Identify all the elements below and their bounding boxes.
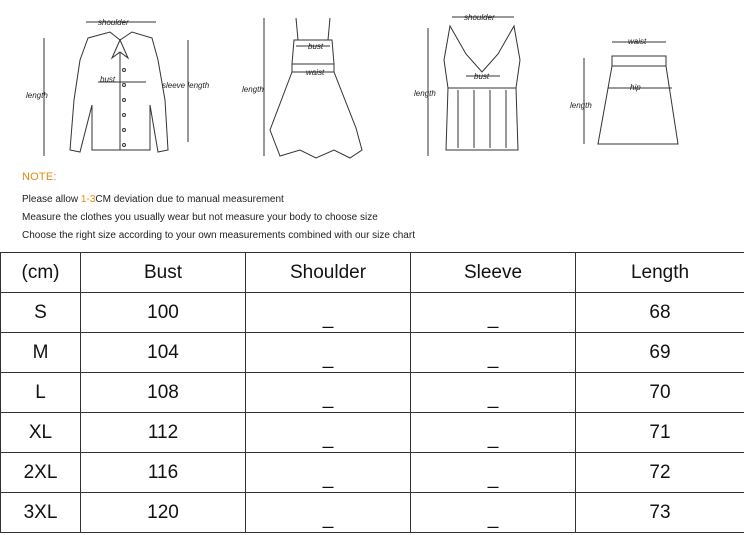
shoulder-value: _ bbox=[322, 507, 334, 529]
sleeve-value: _ bbox=[487, 507, 499, 529]
bust-cell: 108 bbox=[81, 373, 246, 413]
header-unit: (cm) bbox=[1, 253, 81, 293]
note-title: NOTE: bbox=[22, 171, 57, 183]
sleeve-cell bbox=[411, 493, 576, 533]
note-line-deviation-post: CM deviation due to manual measurement bbox=[95, 194, 284, 205]
bust-cell: 116 bbox=[81, 453, 246, 493]
shoulder-value: _ bbox=[322, 427, 334, 449]
skirt-length-label: length bbox=[570, 101, 592, 110]
sleeve-cell bbox=[411, 453, 576, 493]
size-cell: XL bbox=[1, 413, 81, 453]
sleeve-value: _ bbox=[487, 427, 499, 449]
dress-waist-label: waist bbox=[306, 68, 325, 77]
note-line-deviation bbox=[22, 194, 284, 205]
header-bust: Bust bbox=[81, 253, 246, 293]
shirt-bust-label: bust bbox=[100, 75, 116, 84]
size-cell: 2XL bbox=[1, 453, 81, 493]
shoulder-cell bbox=[246, 293, 411, 333]
bust-cell: 100 bbox=[81, 293, 246, 333]
shoulder-value: _ bbox=[322, 387, 334, 409]
length-cell: 70 bbox=[576, 373, 744, 413]
length-cell: 72 bbox=[576, 453, 744, 493]
table-row bbox=[1, 453, 744, 493]
dress-bust-label: bust bbox=[308, 42, 324, 51]
table-header-row bbox=[1, 253, 744, 293]
size-cell: 3XL bbox=[1, 493, 81, 533]
skirt-hip-label: hip bbox=[630, 83, 641, 92]
note-line-deviation-highlight: 1-3 bbox=[80, 194, 96, 205]
table-row bbox=[1, 333, 744, 373]
sleeve-cell bbox=[411, 413, 576, 453]
shoulder-value: _ bbox=[322, 347, 334, 369]
sleeve-value: _ bbox=[487, 307, 499, 329]
shirt-shoulder-label: shoulder bbox=[98, 18, 129, 27]
sleeve-value: _ bbox=[487, 467, 499, 489]
garment-illustrations bbox=[0, 0, 744, 165]
skirt-illustration bbox=[570, 37, 678, 144]
sleeve-cell bbox=[411, 333, 576, 373]
vest-illustration bbox=[414, 13, 520, 156]
shirt-illustration bbox=[26, 18, 210, 156]
length-cell: 69 bbox=[576, 333, 744, 373]
vest-length-label: length bbox=[414, 89, 436, 98]
note-line-measure: Measure the clothes you usually wear but not measure your body to choose size bbox=[22, 212, 378, 223]
table-row bbox=[1, 413, 744, 453]
size-chart-table bbox=[0, 252, 744, 533]
dress-illustration bbox=[242, 18, 362, 158]
sleeve-value: _ bbox=[487, 347, 499, 369]
bust-cell: 104 bbox=[81, 333, 246, 373]
sleeve-cell bbox=[411, 293, 576, 333]
vest-bust-label: bust bbox=[474, 72, 490, 81]
table-row bbox=[1, 373, 744, 413]
dress-length-label: length bbox=[242, 85, 264, 94]
length-cell: 71 bbox=[576, 413, 744, 453]
shoulder-cell bbox=[246, 373, 411, 413]
skirt-waist-label: waist bbox=[628, 37, 647, 46]
shoulder-cell bbox=[246, 333, 411, 373]
header-length: Length bbox=[576, 253, 744, 293]
note-line-deviation-pre: Please allow bbox=[22, 194, 81, 205]
size-guide-header bbox=[0, 0, 744, 252]
header-sleeve: Sleeve bbox=[411, 253, 576, 293]
size-cell: S bbox=[1, 293, 81, 333]
shirt-sleeve-label: sleeve length bbox=[162, 81, 210, 90]
shoulder-value: _ bbox=[322, 307, 334, 329]
table-row bbox=[1, 293, 744, 333]
shirt-length-label: length bbox=[26, 91, 48, 100]
bust-cell: 120 bbox=[81, 493, 246, 533]
size-cell: M bbox=[1, 333, 81, 373]
sleeve-cell bbox=[411, 373, 576, 413]
shoulder-cell bbox=[246, 413, 411, 453]
header-shoulder: Shoulder bbox=[246, 253, 411, 293]
length-cell: 73 bbox=[576, 493, 744, 533]
shoulder-cell bbox=[246, 453, 411, 493]
note-line-choose: Choose the right size according to your own measurements combined with our size chart bbox=[22, 230, 415, 241]
length-cell: 68 bbox=[576, 293, 744, 333]
size-cell: L bbox=[1, 373, 81, 413]
bust-cell: 112 bbox=[81, 413, 246, 453]
table-row bbox=[1, 493, 744, 533]
vest-shoulder-label: shoulder bbox=[464, 13, 495, 22]
shoulder-cell bbox=[246, 493, 411, 533]
shoulder-value: _ bbox=[322, 467, 334, 489]
sleeve-value: _ bbox=[487, 387, 499, 409]
